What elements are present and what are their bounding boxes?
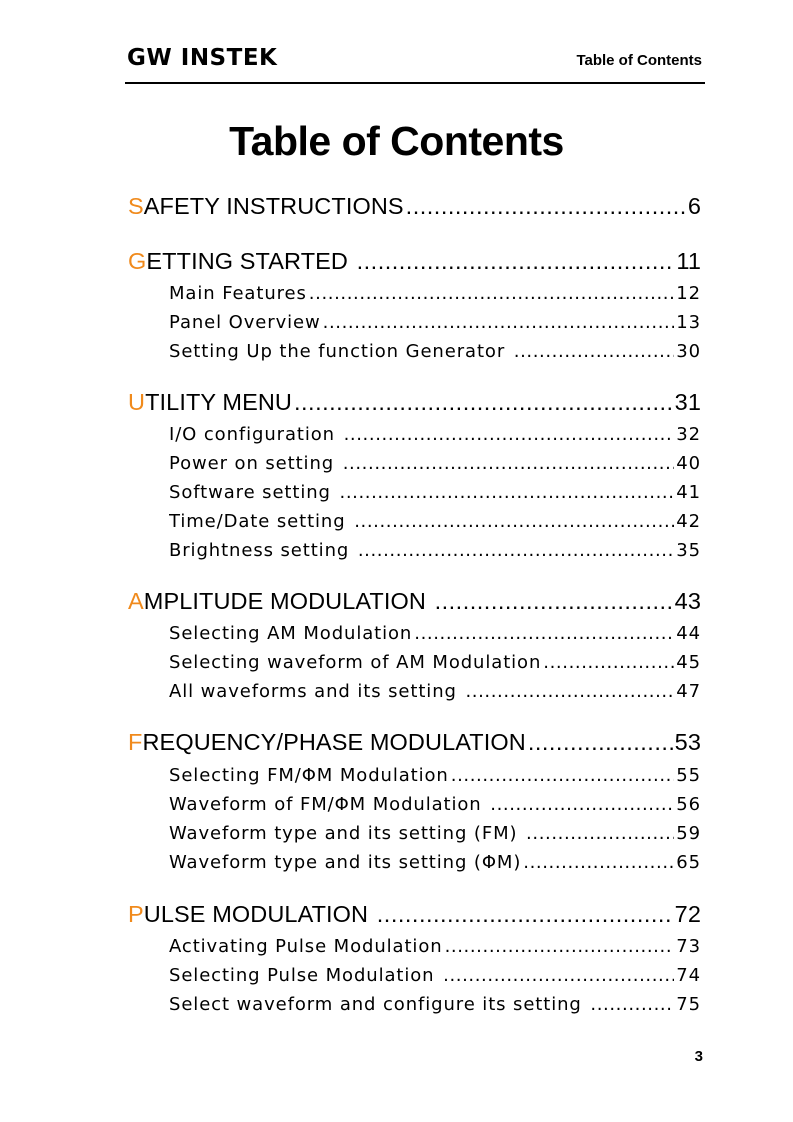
toc-entry-label: Selecting waveform of AM Modulation: [169, 652, 542, 673]
toc-section-page: 11: [676, 248, 701, 274]
dot-leader: [309, 283, 674, 304]
toc-entry-label: Waveform type and its setting (FM): [169, 823, 525, 844]
dot-leader: [528, 729, 673, 756]
toc-section-initial: S: [128, 193, 144, 219]
toc-entry[interactable]: [169, 453, 701, 474]
toc-section-initial: G: [128, 248, 147, 274]
toc-section-label: ETTING STARTED: [146, 248, 355, 274]
toc-entry-page: 30: [676, 341, 701, 362]
toc-section-title: [128, 588, 433, 615]
toc-entry-page: 56: [676, 794, 701, 815]
toc-entry-page: 40: [676, 453, 701, 474]
toc-section-label: MPLITUDE MODULATION: [143, 588, 433, 614]
toc-section-page: 72: [674, 901, 701, 927]
toc-section-page: 43: [674, 588, 701, 614]
toc-entry[interactable]: [169, 823, 701, 844]
toc-section-title: [128, 193, 404, 220]
toc-entry[interactable]: [169, 852, 701, 873]
toc-entry-label: Main Features: [169, 283, 307, 304]
dot-leader: [465, 681, 674, 702]
dot-leader: [343, 453, 675, 474]
toc-entry-page: 73: [676, 936, 701, 957]
toc-entry-label: All waveforms and its setting: [169, 681, 464, 702]
toc-section[interactable]: [128, 729, 701, 756]
toc-section[interactable]: [128, 588, 701, 615]
page-number: 3: [694, 1048, 703, 1065]
toc-section-label: ULSE MODULATION: [143, 901, 375, 927]
toc-section-label: TILITY MENU: [145, 389, 292, 415]
toc-section-initial: U: [128, 389, 146, 415]
toc-entry-page: 45: [676, 652, 701, 673]
gwinstek-logo: GW INSTEK: [127, 45, 278, 71]
toc-entry-label: Select waveform and configure its setting: [169, 994, 589, 1015]
toc-entry-label: Setting Up the function Generator: [169, 341, 512, 362]
toc-section[interactable]: [128, 193, 701, 220]
dot-leader: [526, 823, 674, 844]
dot-leader: [406, 193, 686, 220]
toc-entry[interactable]: [169, 511, 701, 532]
toc-section-initial: A: [128, 588, 144, 614]
toc-entry-label: Panel Overview: [169, 312, 321, 333]
header-title: Table of Contents: [576, 52, 702, 69]
toc-entry-page: 59: [676, 823, 701, 844]
toc-section-page: 53: [674, 729, 701, 755]
toc-entry-label: Selecting Pulse Modulation: [169, 965, 442, 986]
dot-leader: [590, 994, 674, 1015]
toc-entry-page: 32: [676, 424, 701, 445]
toc-section-label: REQUENCY/PHASE MODULATION: [142, 729, 526, 755]
toc-entry[interactable]: [169, 623, 701, 644]
toc-entry-page: 74: [676, 965, 701, 986]
toc-entry-page: 65: [676, 852, 701, 873]
toc-entry-page: 55: [676, 765, 701, 786]
toc-entry[interactable]: [169, 540, 701, 561]
dot-leader: [543, 652, 674, 673]
toc-entry[interactable]: [169, 652, 701, 673]
toc-entry-page: 41: [676, 482, 701, 503]
toc-entry-page: 47: [676, 681, 701, 702]
toc-entry-label: Power on setting: [169, 453, 341, 474]
toc-entry[interactable]: [169, 936, 701, 957]
dot-leader: [490, 794, 674, 815]
toc-entry-label: Activating Pulse Modulation: [169, 936, 443, 957]
toc-entry-label: I/O configuration: [169, 424, 342, 445]
toc-entry-label: Brightness setting: [169, 540, 356, 561]
toc-section-page: 31: [674, 389, 701, 415]
dot-leader: [377, 901, 673, 928]
toc-entry-label: Selecting FM/ΦM Modulation: [169, 765, 449, 786]
toc-entry-page: 35: [676, 540, 701, 561]
dot-leader: [294, 389, 673, 416]
toc-entry[interactable]: [169, 283, 701, 304]
toc-entry-page: 75: [676, 994, 701, 1015]
toc-entry-label: Selecting AM Modulation: [169, 623, 413, 644]
dot-leader: [445, 936, 675, 957]
dot-leader: [357, 248, 675, 275]
dot-leader: [340, 482, 675, 503]
dot-leader: [514, 341, 675, 362]
toc-section-initial: P: [128, 901, 144, 927]
dot-leader: [354, 511, 674, 532]
toc-section[interactable]: [128, 389, 701, 416]
toc-entry-page: 44: [676, 623, 701, 644]
toc-entry[interactable]: [169, 312, 701, 333]
toc-section-label: AFETY INSTRUCTIONS: [143, 193, 404, 219]
toc-section-initial: F: [128, 729, 143, 755]
toc-entry-label: Waveform type and its setting (ΦM): [169, 852, 522, 873]
toc-entry[interactable]: [169, 994, 701, 1015]
dot-leader: [523, 852, 674, 873]
dot-leader: [344, 424, 675, 445]
toc-section[interactable]: [128, 901, 701, 928]
toc-entry[interactable]: [169, 794, 701, 815]
toc-entry-label: Software setting: [169, 482, 338, 503]
toc-entry[interactable]: [169, 341, 701, 362]
toc-entry[interactable]: [169, 765, 701, 786]
dot-leader: [451, 765, 675, 786]
toc-entry-page: 12: [676, 283, 701, 304]
dot-leader: [323, 312, 675, 333]
page-header: [125, 44, 705, 84]
page-title: Table of Contents: [229, 118, 564, 164]
dot-leader: [435, 588, 673, 615]
dot-leader: [443, 965, 674, 986]
toc-section-title: [128, 729, 526, 756]
toc-entry-page: 42: [676, 511, 701, 532]
dot-leader: [358, 540, 674, 561]
toc-entry-label: Time/Date setting: [169, 511, 353, 532]
toc-entry-label: Waveform of FM/ΦM Modulation: [169, 794, 489, 815]
toc-section[interactable]: [128, 248, 701, 275]
toc-section-page: 6: [687, 193, 701, 219]
toc-entry-page: 13: [676, 312, 701, 333]
toc-entry[interactable]: [169, 424, 701, 445]
toc-section-title: [128, 389, 292, 416]
toc-entry[interactable]: [169, 681, 701, 702]
toc-entry[interactable]: [169, 965, 701, 986]
toc-section-title: [128, 248, 355, 275]
dot-leader: [414, 623, 674, 644]
toc-entry[interactable]: [169, 482, 701, 503]
toc-section-title: [128, 901, 375, 928]
